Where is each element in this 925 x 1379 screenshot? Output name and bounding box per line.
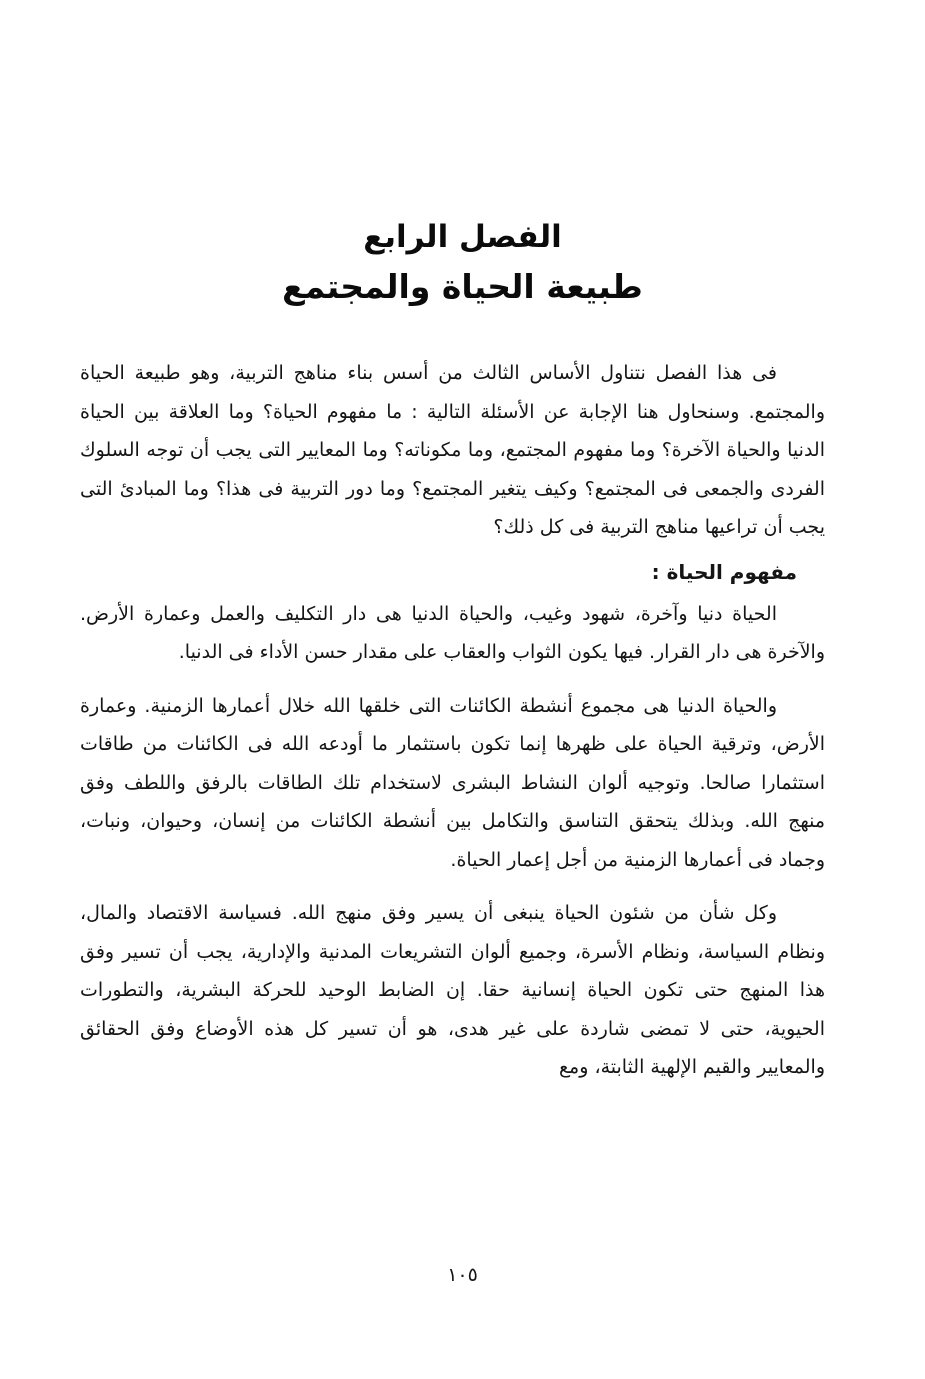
paragraph-worldly-life: والحياة الدنيا هى مجموع أنشطة الكائنات التى خلقها الله خلال أعمارها الزمنية. وعمارة الأرض، وترقية الحياة على ظهرها إنما تكون باستثمار ما أودعه الله فى الكائنات من طاقات استثمارا صالحا. وتوجيه ألوان النشاط البشرى لاستخدام تلك الطاقات بالرفق واللطف وفق منهج الله. وبذلك يتحقق التناسق والتكامل بين أنشطة الكائنات من إنسان، وحيوان، ونبات، وجماد فى أعمارها الزمنية من أجل إعمار الحياة. [80, 694, 825, 871]
intro-paragraph: فى هذا الفصل نتناول الأساس الثالث من أسس بناء مناهج التربية، وهو طبيعة الحياة والمجتمع. وسنحاول هنا الإجابة عن الأسئلة التالية : ما مفهوم الحياة؟ وما العلاقة بين الحياة الدنيا والحياة الآخرة؟ وما مفهوم المجتمع، وما مكوناته؟ وما المعايير التى يجب أن توجه السلوك الفردى والجمعى فى المجتمع؟ وكيف يتغير المجتمع؟ وما دور التربية فى هذا؟ وما المبادئ التى يجب أن تراعيها مناهج التربية فى كل ذلك؟ [80, 362, 825, 538]
chapter-title: الفصل الرابع [363, 219, 562, 255]
section-heading: مفهوم الحياة : [651, 559, 797, 584]
chapter-body [80, 354, 825, 1087]
paragraph-life-definition: الحياة دنيا وآخرة، شهود وغيب، والحياة الدنيا هى دار التكليف والعمل وعمارة الأرض. والآخرة هى دار القرار. فيها يكون الثواب والعقاب على مقدار حسن الأداء فى الدنيا. [80, 602, 825, 663]
chapter-header [0, 212, 925, 312]
paragraph-divine-method: وكل شأن من شئون الحياة ينبغى أن يسير وفق منهج الله. فسياسة الاقتصاد والمال، ونظام السياسة، ونظام الأسرة، وجميع ألوان التشريعات المدنية والإدارية، يجب أن تسير وفق هذا المنهج حتى تكون الحياة إنسانية حقا. إن الضابط الوحيد للحركة البشرية، والتطورات الحيوية، حتى لا تمضى شاردة على غير هدى، هو أن تسير كل هذه الأوضاع وفق الحقائق والمعايير والقيم الإلهية الثابتة، ومع [80, 902, 825, 1078]
chapter-subtitle: طبيعة الحياة والمجتمع [282, 267, 643, 306]
page-number: ١٠٥ [447, 1264, 478, 1286]
